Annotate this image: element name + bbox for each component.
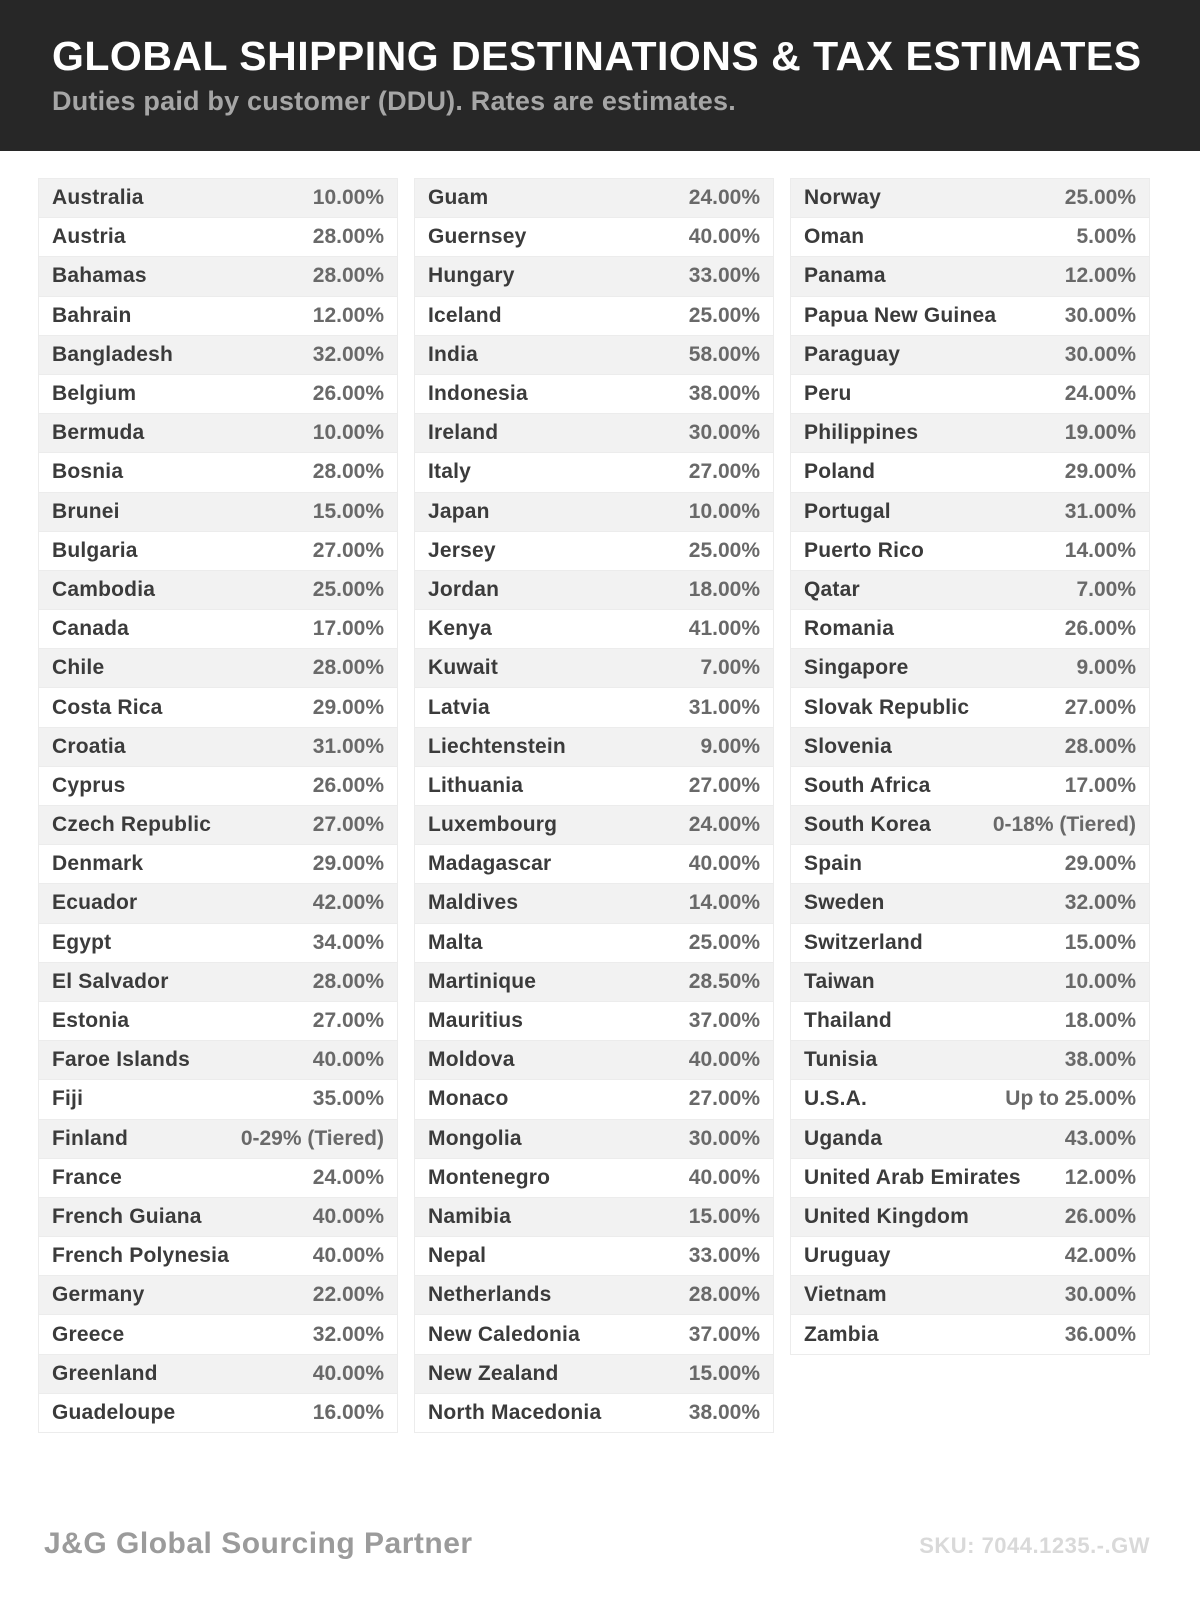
- tax-rate: 18.00%: [688, 577, 760, 601]
- country-name: Uganda: [804, 1126, 883, 1150]
- country-name: Egypt: [52, 930, 112, 954]
- table-row: [39, 571, 397, 610]
- tax-rate: 30.00%: [1064, 303, 1136, 327]
- table-row: [415, 257, 773, 296]
- tax-rate: 24.00%: [688, 813, 760, 837]
- tax-rate: 16.00%: [312, 1400, 384, 1424]
- country-name: Oman: [804, 225, 865, 249]
- country-name: South Africa: [804, 773, 931, 797]
- table-row: [39, 963, 397, 1002]
- tax-rate: 10.00%: [312, 421, 384, 445]
- country-name: France: [52, 1165, 123, 1189]
- country-name: Vietnam: [804, 1283, 887, 1307]
- country-name: Mongolia: [428, 1126, 522, 1150]
- table-row: [791, 728, 1149, 767]
- country-name: Lithuania: [428, 773, 524, 797]
- country-name: Italy: [428, 460, 472, 484]
- country-name: Kenya: [428, 617, 493, 641]
- tax-rate: 31.00%: [688, 695, 760, 719]
- country-name: Germany: [52, 1283, 145, 1307]
- table-row: [791, 1237, 1149, 1276]
- tax-rate: 40.00%: [312, 1244, 384, 1268]
- table-row: [415, 297, 773, 336]
- tax-rate: 12.00%: [1064, 1165, 1136, 1189]
- country-name: Guernsey: [428, 225, 527, 249]
- tax-rate: 58.00%: [688, 342, 760, 366]
- tax-rate: 26.00%: [312, 382, 384, 406]
- table-row: [791, 688, 1149, 727]
- tax-rate: 33.00%: [688, 1244, 760, 1268]
- table-row: [791, 1002, 1149, 1041]
- tax-rate: 28.50%: [688, 969, 760, 993]
- tax-rate: 0-18% (Tiered): [992, 813, 1136, 837]
- country-name: Faroe Islands: [52, 1048, 190, 1072]
- tax-rate: 32.00%: [312, 1322, 384, 1346]
- tax-rate: 42.00%: [312, 891, 384, 915]
- country-name: Jersey: [428, 538, 496, 562]
- table-row: [791, 414, 1149, 453]
- table-row: [791, 1041, 1149, 1080]
- country-name: Sweden: [804, 891, 885, 915]
- page-subtitle: Duties paid by customer (DDU). Rates are estimates.: [52, 86, 736, 117]
- tax-rate: 30.00%: [688, 421, 760, 445]
- tax-rate: 27.00%: [688, 773, 760, 797]
- table-row: [39, 1120, 397, 1159]
- tax-rate: 40.00%: [688, 1165, 760, 1189]
- table-row: [791, 1159, 1149, 1198]
- country-name: Croatia: [52, 734, 126, 758]
- tax-rate: 42.00%: [1064, 1244, 1136, 1268]
- tax-rate: 14.00%: [1064, 538, 1136, 562]
- tax-rate: 7.00%: [1076, 577, 1136, 601]
- table-row: [415, 571, 773, 610]
- country-name: Greenland: [52, 1361, 158, 1385]
- table-row: [39, 1080, 397, 1119]
- table-row: [791, 963, 1149, 1002]
- tax-rate: 41.00%: [688, 617, 760, 641]
- table-row: [39, 1159, 397, 1198]
- table-row: [791, 1198, 1149, 1237]
- country-name: Finland: [52, 1126, 129, 1150]
- table-row: [791, 845, 1149, 884]
- tax-rate: 9.00%: [700, 734, 760, 758]
- tax-rate: 38.00%: [688, 382, 760, 406]
- tax-rate: 10.00%: [1064, 969, 1136, 993]
- country-name: Indonesia: [428, 382, 528, 406]
- table-row: [791, 375, 1149, 414]
- tax-rate: 12.00%: [1064, 264, 1136, 288]
- table-row: [415, 963, 773, 1002]
- table-row: [415, 610, 773, 649]
- country-name: Bosnia: [52, 460, 124, 484]
- country-name: Norway: [804, 186, 882, 210]
- table-row: [39, 453, 397, 492]
- tax-rate: 27.00%: [312, 1009, 384, 1033]
- page-title: GLOBAL SHIPPING DESTINATIONS & TAX ESTIMATES: [52, 33, 1142, 79]
- table-row: [791, 1315, 1149, 1354]
- country-name: North Macedonia: [428, 1400, 602, 1424]
- table-row: [39, 532, 397, 571]
- tax-rate: 25.00%: [688, 538, 760, 562]
- country-name: Bangladesh: [52, 342, 174, 366]
- table-row: [791, 179, 1149, 218]
- country-name: Panama: [804, 264, 886, 288]
- tax-rate: 30.00%: [1064, 1283, 1136, 1307]
- tax-rate: 29.00%: [1064, 460, 1136, 484]
- table-row: [415, 884, 773, 923]
- country-name: Luxembourg: [428, 813, 558, 837]
- table-row: [791, 297, 1149, 336]
- country-name: Hungary: [428, 264, 515, 288]
- country-name: Fiji: [52, 1087, 84, 1111]
- country-name: Guam: [428, 186, 489, 210]
- table-row: [791, 336, 1149, 375]
- tax-rate: 31.00%: [1064, 499, 1136, 523]
- country-name: Portugal: [804, 499, 891, 523]
- table-row: [415, 453, 773, 492]
- table-row: [791, 453, 1149, 492]
- tax-rate: 40.00%: [688, 852, 760, 876]
- table-row: [39, 1198, 397, 1237]
- table-row: [791, 218, 1149, 257]
- table-row: [415, 375, 773, 414]
- tax-rate: 27.00%: [312, 813, 384, 837]
- country-name: Ireland: [428, 421, 499, 445]
- tax-rate: 27.00%: [688, 460, 760, 484]
- table-row: [415, 728, 773, 767]
- table-row: [39, 257, 397, 296]
- tax-rate: Up to 25.00%: [1005, 1087, 1136, 1111]
- tax-rate: 27.00%: [312, 538, 384, 562]
- table-row: [39, 924, 397, 963]
- table-row: [791, 1080, 1149, 1119]
- country-name: India: [428, 342, 479, 366]
- table-row: [39, 728, 397, 767]
- country-name: Montenegro: [428, 1165, 551, 1189]
- table-row: [415, 1080, 773, 1119]
- tax-rate: 32.00%: [312, 342, 384, 366]
- tax-rate: 29.00%: [312, 852, 384, 876]
- tax-rate: 36.00%: [1064, 1322, 1136, 1346]
- sku-label: SKU: 7044.1235.-.GW: [919, 1533, 1150, 1558]
- tax-rate: 15.00%: [688, 1361, 760, 1385]
- country-name: Estonia: [52, 1009, 130, 1033]
- country-name: Madagascar: [428, 852, 552, 876]
- country-name: Moldova: [428, 1048, 515, 1072]
- country-name: Brunei: [52, 499, 120, 523]
- country-name: Singapore: [804, 656, 909, 680]
- table-row: [415, 1198, 773, 1237]
- table-row: [791, 884, 1149, 923]
- table-row: [415, 1394, 773, 1433]
- table-row: [415, 806, 773, 845]
- country-name: Denmark: [52, 852, 144, 876]
- country-name: Ecuador: [52, 891, 138, 915]
- rate-column: [790, 178, 1150, 1355]
- country-name: Japan: [428, 499, 490, 523]
- tax-rate: 10.00%: [312, 186, 384, 210]
- country-name: Slovak Republic: [804, 695, 970, 719]
- country-name: Switzerland: [804, 930, 923, 954]
- country-name: Slovenia: [804, 734, 892, 758]
- tax-rate: 40.00%: [688, 225, 760, 249]
- country-name: Latvia: [428, 695, 490, 719]
- tax-rate: 26.00%: [312, 773, 384, 797]
- country-name: Nepal: [428, 1244, 487, 1268]
- rate-table: [38, 178, 1150, 1433]
- table-row: [791, 1120, 1149, 1159]
- country-name: Uruguay: [804, 1244, 891, 1268]
- table-row: [39, 1355, 397, 1394]
- tax-rate: 30.00%: [688, 1126, 760, 1150]
- country-name: Qatar: [804, 577, 860, 601]
- tax-rate: 0-29% (Tiered): [240, 1126, 384, 1150]
- table-row: [415, 179, 773, 218]
- table-row: [39, 414, 397, 453]
- tax-rate: 18.00%: [1064, 1009, 1136, 1033]
- tax-rate: 26.00%: [1064, 617, 1136, 641]
- tax-rate: 15.00%: [312, 499, 384, 523]
- table-row: [415, 649, 773, 688]
- tax-rate: 9.00%: [1076, 656, 1136, 680]
- tax-rate: 12.00%: [312, 303, 384, 327]
- tax-rate: 28.00%: [688, 1283, 760, 1307]
- brand-name: J&G Global Sourcing Partner: [44, 1527, 473, 1560]
- table-row: [39, 297, 397, 336]
- table-row: [415, 1315, 773, 1354]
- table-row: [415, 1237, 773, 1276]
- table-row: [415, 767, 773, 806]
- country-name: Monaco: [428, 1087, 509, 1111]
- tax-rate: 28.00%: [312, 264, 384, 288]
- table-row: [415, 1276, 773, 1315]
- table-row: [791, 649, 1149, 688]
- tax-rate: 33.00%: [688, 264, 760, 288]
- table-row: [791, 1276, 1149, 1315]
- tax-rate: 40.00%: [312, 1361, 384, 1385]
- country-name: Martinique: [428, 969, 537, 993]
- country-name: El Salvador: [52, 969, 169, 993]
- table-row: [39, 1041, 397, 1080]
- country-name: Taiwan: [804, 969, 875, 993]
- country-name: French Polynesia: [52, 1244, 230, 1268]
- tax-rate: 29.00%: [1064, 852, 1136, 876]
- tax-rate: 30.00%: [1064, 342, 1136, 366]
- country-name: Greece: [52, 1322, 125, 1346]
- country-name: New Zealand: [428, 1361, 559, 1385]
- country-name: Belgium: [52, 382, 137, 406]
- table-row: [39, 179, 397, 218]
- country-name: Austria: [52, 225, 126, 249]
- table-row: [415, 336, 773, 375]
- country-name: Romania: [804, 617, 895, 641]
- table-row: [39, 218, 397, 257]
- country-name: Philippines: [804, 421, 919, 445]
- table-row: [415, 1120, 773, 1159]
- table-row: [39, 336, 397, 375]
- country-name: Thailand: [804, 1009, 892, 1033]
- tax-rate: 40.00%: [312, 1048, 384, 1072]
- tax-rate: 38.00%: [1064, 1048, 1136, 1072]
- tax-rate: 14.00%: [688, 891, 760, 915]
- tax-rate: 32.00%: [1064, 891, 1136, 915]
- table-row: [39, 1394, 397, 1433]
- table-row: [39, 1002, 397, 1041]
- country-name: Cyprus: [52, 773, 126, 797]
- table-row: [39, 845, 397, 884]
- tax-rate: 10.00%: [688, 499, 760, 523]
- tax-rate: 5.00%: [1076, 225, 1136, 249]
- table-row: [415, 1002, 773, 1041]
- country-name: Jordan: [428, 577, 500, 601]
- tax-rate: 28.00%: [312, 225, 384, 249]
- country-name: Tunisia: [804, 1048, 878, 1072]
- tax-rate: 40.00%: [312, 1204, 384, 1228]
- country-name: Costa Rica: [52, 695, 163, 719]
- country-name: Canada: [52, 617, 130, 641]
- table-row: [791, 767, 1149, 806]
- tax-rate: 15.00%: [1064, 930, 1136, 954]
- country-name: Puerto Rico: [804, 538, 925, 562]
- table-row: [415, 1041, 773, 1080]
- country-name: Spain: [804, 852, 863, 876]
- country-name: Iceland: [428, 303, 502, 327]
- table-row: [791, 493, 1149, 532]
- country-name: Liechtenstein: [428, 734, 566, 758]
- table-row: [39, 610, 397, 649]
- tax-rate: 25.00%: [688, 930, 760, 954]
- country-name: Netherlands: [428, 1283, 552, 1307]
- tax-rate: 24.00%: [1064, 382, 1136, 406]
- country-name: Poland: [804, 460, 876, 484]
- tax-rate: 28.00%: [312, 969, 384, 993]
- table-row: [39, 688, 397, 727]
- tax-rate: 31.00%: [312, 734, 384, 758]
- tax-rate: 25.00%: [688, 303, 760, 327]
- table-row: [415, 218, 773, 257]
- tax-rate: 35.00%: [312, 1087, 384, 1111]
- footer: [44, 1527, 1150, 1561]
- table-row: [791, 610, 1149, 649]
- tax-rate: 17.00%: [1064, 773, 1136, 797]
- tax-rate: 27.00%: [688, 1087, 760, 1111]
- country-name: Zambia: [804, 1322, 879, 1346]
- country-name: Kuwait: [428, 656, 499, 680]
- table-row: [39, 375, 397, 414]
- country-name: United Kingdom: [804, 1204, 969, 1228]
- rate-column: [414, 178, 774, 1433]
- rate-column: [38, 178, 398, 1433]
- country-name: Papua New Guinea: [804, 303, 997, 327]
- table-row: [415, 1159, 773, 1198]
- tax-rate: 17.00%: [312, 617, 384, 641]
- tax-rate: 7.00%: [700, 656, 760, 680]
- table-row: [415, 924, 773, 963]
- country-name: Maldives: [428, 891, 519, 915]
- table-row: [791, 571, 1149, 610]
- table-row: [415, 688, 773, 727]
- table-row: [791, 532, 1149, 571]
- table-row: [415, 493, 773, 532]
- country-name: South Korea: [804, 813, 932, 837]
- tax-rate: 26.00%: [1064, 1204, 1136, 1228]
- tax-rate: 40.00%: [688, 1048, 760, 1072]
- table-row: [39, 1237, 397, 1276]
- tax-rate: 25.00%: [312, 577, 384, 601]
- country-name: Bulgaria: [52, 538, 138, 562]
- tax-rate: 38.00%: [688, 1400, 760, 1424]
- country-name: Guadeloupe: [52, 1400, 176, 1424]
- country-name: Czech Republic: [52, 813, 212, 837]
- tax-rate: 29.00%: [312, 695, 384, 719]
- country-name: U.S.A.: [804, 1087, 868, 1111]
- country-name: Bahamas: [52, 264, 147, 288]
- tax-rate: 22.00%: [312, 1283, 384, 1307]
- table-row: [415, 845, 773, 884]
- table-row: [39, 1276, 397, 1315]
- country-name: New Caledonia: [428, 1322, 580, 1346]
- tax-rate: 25.00%: [1064, 186, 1136, 210]
- table-row: [39, 884, 397, 923]
- country-name: Namibia: [428, 1204, 512, 1228]
- table-row: [791, 806, 1149, 845]
- country-name: Bermuda: [52, 421, 145, 445]
- table-row: [415, 532, 773, 571]
- country-name: Paraguay: [804, 342, 901, 366]
- tax-rate: 24.00%: [688, 186, 760, 210]
- country-name: Australia: [52, 186, 144, 210]
- country-name: Malta: [428, 930, 483, 954]
- table-row: [791, 257, 1149, 296]
- table-row: [39, 649, 397, 688]
- table-row: [39, 1315, 397, 1354]
- table-row: [39, 806, 397, 845]
- table-row: [39, 493, 397, 532]
- tax-rate: 19.00%: [1064, 421, 1136, 445]
- table-row: [415, 1355, 773, 1394]
- tax-rate: 15.00%: [688, 1204, 760, 1228]
- country-name: Bahrain: [52, 303, 132, 327]
- table-row: [791, 924, 1149, 963]
- table-row: [39, 767, 397, 806]
- table-row: [415, 414, 773, 453]
- tax-rate: 37.00%: [688, 1009, 760, 1033]
- country-name: French Guiana: [52, 1204, 202, 1228]
- header-banner: [0, 0, 1200, 151]
- country-name: Chile: [52, 656, 105, 680]
- tax-rate: 43.00%: [1064, 1126, 1136, 1150]
- tax-rate: 28.00%: [312, 460, 384, 484]
- country-name: United Arab Emirates: [804, 1165, 1021, 1189]
- country-name: Cambodia: [52, 577, 156, 601]
- tax-rate: 27.00%: [1064, 695, 1136, 719]
- tax-rate: 37.00%: [688, 1322, 760, 1346]
- tax-rate: 28.00%: [312, 656, 384, 680]
- country-name: Mauritius: [428, 1009, 524, 1033]
- tax-rate: 24.00%: [312, 1165, 384, 1189]
- tax-rate: 28.00%: [1064, 734, 1136, 758]
- country-name: Peru: [804, 382, 852, 406]
- tax-rate: 34.00%: [312, 930, 384, 954]
